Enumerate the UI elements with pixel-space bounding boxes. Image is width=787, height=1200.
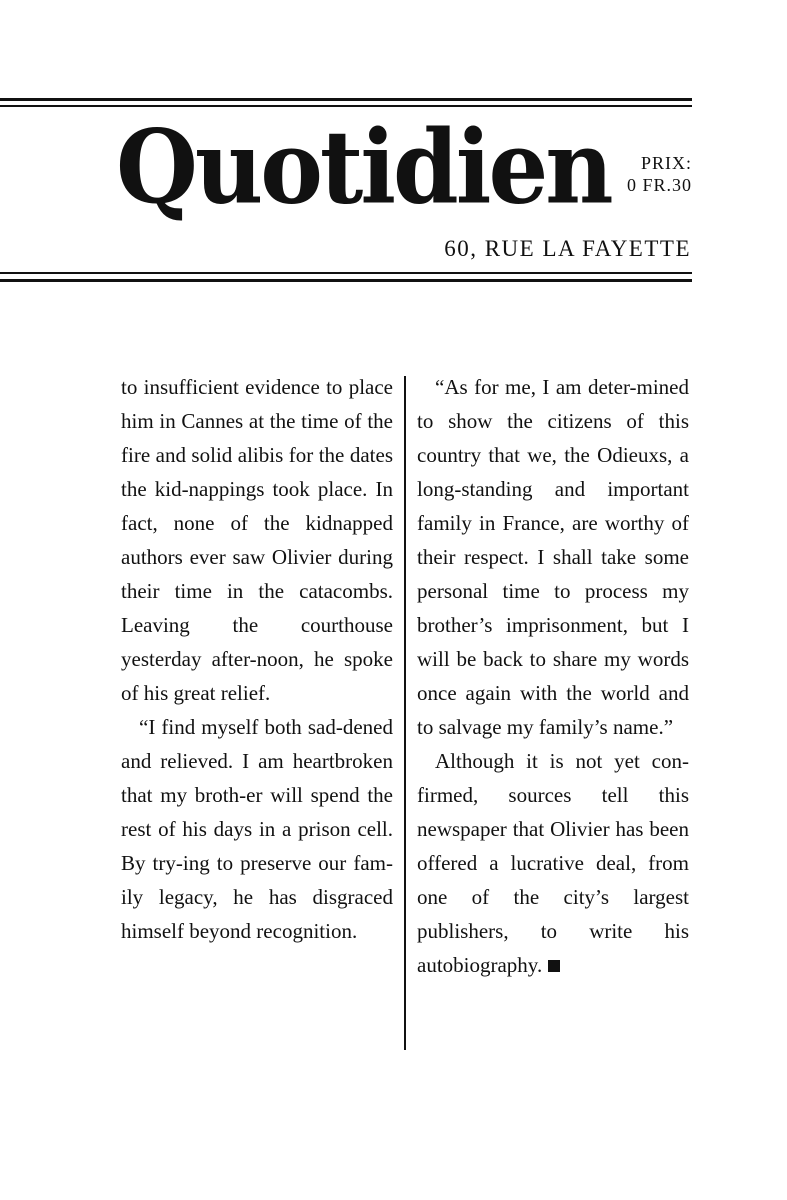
price-label: PRIX: bbox=[640, 153, 692, 173]
bottom-rule-thin bbox=[0, 272, 692, 274]
price-box bbox=[614, 152, 692, 196]
masthead-address: 60, RUE LA FAYETTE bbox=[444, 236, 691, 261]
bottom-rule-thick bbox=[0, 279, 692, 282]
article-paragraph: to insufficient evidence to place him in Cannes at the time of the fire and solid alibis for the dates the kid-nappings took place. In fact, none of the kidnapped authors ever saw Olivier during their time in the catacombs. Leaving the courthouse yesterday after-noon, he spoke of his great relief. bbox=[121, 375, 393, 705]
article-paragraph-final bbox=[417, 744, 689, 982]
top-rule-thick bbox=[0, 98, 692, 101]
masthead-title: Quotidien bbox=[116, 108, 611, 228]
article-paragraph: “I find myself both sad-dened and relieved. I am heartbroken that my broth-er will spend the rest of his days in a prison cell. By try-ing to preserve our fam-ily legacy, he has disgraced himself beyond recognition. bbox=[121, 715, 393, 943]
article-column-right bbox=[417, 370, 689, 982]
price-value: 0 FR.30 bbox=[626, 175, 692, 195]
article-paragraph: “As for me, I am deter-mined to show the citizens of this country that we, the Odieuxs, a long-standing and important family in France, are worthy of their respect. I shall take some personal time to process my brother’s imprisonment, but I will be back to share my words once again with the world and to salvage my family’s name.” bbox=[417, 375, 689, 739]
column-divider bbox=[404, 376, 406, 1050]
end-of-article-mark bbox=[548, 960, 560, 972]
article-paragraph-text: Although it is not yet con-firmed, sources tell this newspaper that Olivier has been offered a lucrative deal, from one of the city’s largest publishers, to write his autobiography. bbox=[417, 749, 689, 977]
article-column-left bbox=[121, 370, 393, 948]
